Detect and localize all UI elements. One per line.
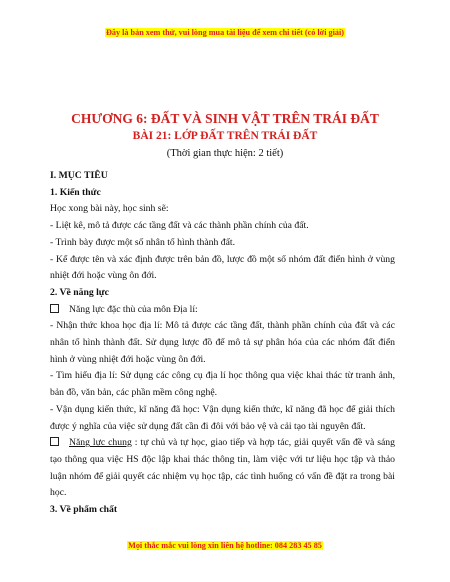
competence-item: - Tìm hiểu địa lí: Sử dụng các công cụ địa lí học thông qua việc khai thác từ tranh ảnh, bản đồ, văn bản, các phần mềm công nghệ. <box>50 370 395 399</box>
subheading-competence: 2. Về năng lực <box>50 286 109 298</box>
intro-paragraph: Học xong bài này, học sinh sẽ: <box>50 203 169 215</box>
knowledge-item: - Kể được tên và xác định được trên bản đồ, lược đồ một số nhóm đất điển hình ở vùng nhiệt đới hoặc vùng ôn đới. <box>50 253 395 282</box>
competence-item: - Nhận thức khoa học địa lí: Mô tả được các tầng đất, thành phần chính của đất và các nhân tố hình thành đất. Sử dụng lược đồ để mô tả sự phân hóa của các nhóm đất điển hình ở vùng nhiệt đới hoặc vùng ôn đới. <box>50 320 395 365</box>
subheading-knowledge: 1. Kiến thức <box>50 186 101 198</box>
bullet-text: Năng lực đặc thù của môn Địa lí: <box>69 303 198 315</box>
general-competence-text: : tự chủ và tự học, giao tiếp và hợp tác, giải quyết vấn đề và sáng tạo thông qua việc HS độc lập khai thác thông tin, làm việc với tư liệu học tập và thảo luận nhóm để giải quyết các nhiệm vụ học tập, các tình huống có vấn đề đặt ra trong bài học. <box>50 437 395 499</box>
bullet-general-competence <box>50 435 395 502</box>
knowledge-item: - Trình bày được một số nhân tố hình thành đất. <box>50 236 236 248</box>
chapter-title: CHƯƠNG 6: ĐẤT VÀ SINH VẬT TRÊN TRÁI ĐẤT <box>71 111 379 126</box>
checkbox-bullet-icon <box>50 437 59 446</box>
section-heading-objectives: I. MỤC TIÊU <box>50 170 108 181</box>
lesson-title: BÀI 21: LỚP ĐẤT TRÊN TRÁI ĐẤT <box>132 130 318 142</box>
document-body <box>50 168 395 519</box>
preview-notice-banner <box>0 28 450 37</box>
general-competence-label: Năng lực chung <box>69 437 132 449</box>
checkbox-bullet-icon <box>50 304 59 313</box>
duration-note: (Thời gian thực hiện: 2 tiết) <box>166 148 284 159</box>
preview-notice-text: Đây là bản xem thử, vui lòng mua tài liệu để xem chi tiết (có lời giải) <box>105 28 344 37</box>
hotline-text: Mọi thắc mắc vui lòng xin liên hệ hotline: 084 283 45 85 <box>128 541 322 550</box>
hotline-banner <box>0 541 450 550</box>
subheading-qualities: 3. Về phẩm chất <box>50 504 118 516</box>
bullet-specific-competence <box>50 302 395 319</box>
competence-item: - Vận dụng kiến thức, kĩ năng đã học: Vận dụng kiến thức, kĩ năng đã học để giải thích được ý nghĩa của việc sử dụng đất cần đi đôi với bảo vệ và cải tạo tài nguyên đất. <box>50 403 395 432</box>
knowledge-item: - Liệt kê, mô tả được các tầng đất và các thành phần chính của đất. <box>50 220 309 232</box>
